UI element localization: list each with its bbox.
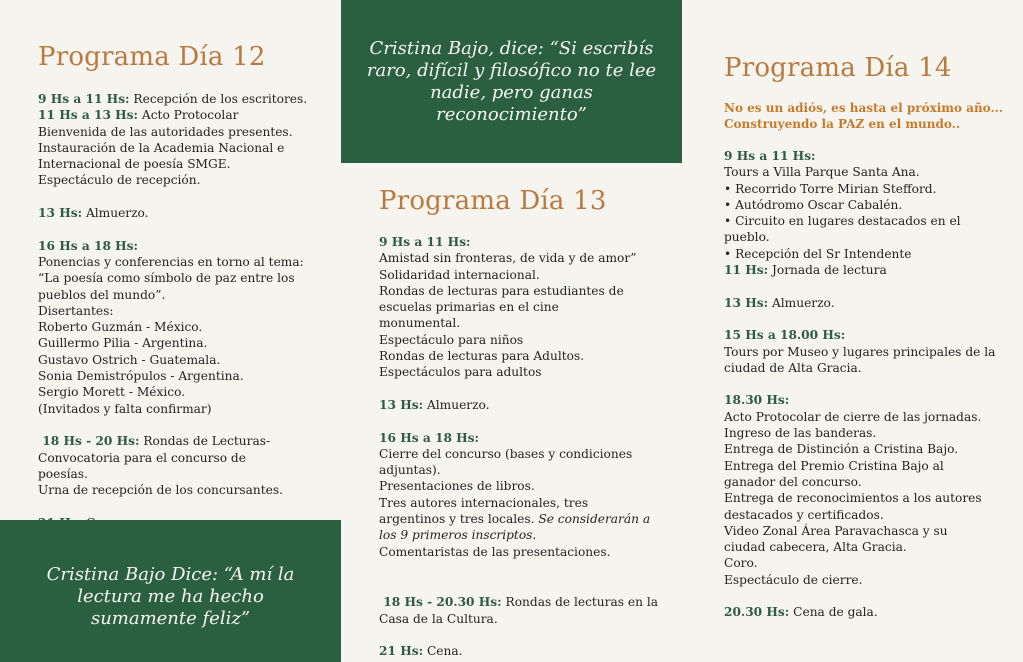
speaker: Roberto Guzmán - México. [38, 320, 203, 335]
schedule-text: destacados y certificados. [724, 507, 884, 522]
schedule-text: Casa de la Cultura. [379, 611, 498, 626]
quote-line: sumamente feliz” [90, 608, 251, 629]
schedule-text: Espectáculo de cierre. [724, 572, 863, 587]
schedule-text: Rondas de lecturas para estudiantes de [379, 283, 624, 298]
schedule-text: Almuerzo. [768, 295, 835, 310]
schedule-text: Rondas de lecturas para Adultos. [379, 349, 585, 364]
schedule-text: Tres autores internacionales, tres [379, 495, 589, 510]
quote-line: nadie, pero ganas [430, 82, 593, 103]
schedule-text: Cena de gala. [789, 605, 878, 620]
schedule-note: Se considerarán a [534, 512, 651, 527]
schedule-text: Entrega de Distinción a Cristina Bajo. [724, 442, 959, 457]
speaker: Sergio Morett - México. [38, 385, 186, 400]
day14-schedule [724, 148, 995, 621]
schedule-text: Acto Protocolar de cierre de las jornadas. [724, 409, 982, 424]
quote-box-top [341, 0, 682, 163]
schedule-text: • Recorrido Torre Mirian Stefford. [724, 181, 937, 196]
time-label: 9 Hs a 11 Hs: [724, 149, 816, 163]
schedule-text: Tours a Villa Parque Santa Ana. [724, 165, 920, 180]
schedule-text: pueblo. [724, 230, 770, 245]
time-label: 18 Hs - 20 Hs: [38, 434, 140, 449]
quote-line: reconocimiento” [436, 104, 587, 125]
quote-line: raro, difícil y filosófico no te lee [366, 60, 657, 81]
quote-line: Cristina Bajo Dice: “A mí la [46, 564, 295, 585]
schedule-text: Almuerzo. [423, 397, 490, 412]
time-label: 13 Hs: [38, 206, 83, 221]
time-label: 11 Hs a 13 Hs: [38, 108, 139, 123]
schedule-text: escuelas primarias en el cine [379, 300, 559, 315]
day14-motto [724, 100, 1003, 132]
schedule-text: monumental. [379, 316, 461, 331]
schedule-text: • Circuito en lugares destacados en el [724, 214, 961, 229]
quote-line: lectura me ha hecho [77, 586, 264, 607]
schedule-text: Convocatoria para el concurso de [38, 450, 246, 465]
schedule-text: Comentaristas de las presentaciones. [379, 544, 611, 559]
schedule-text: Coro. [724, 556, 758, 571]
time-label: 13 Hs: [379, 397, 424, 412]
schedule-text: Internacional de poesía SMGE. [38, 157, 231, 172]
schedule-text: Entrega de reconocimientos a los autores [724, 491, 982, 506]
schedule-text: Cena. [423, 644, 463, 659]
quote-line: Cristina Bajo, dice: “Si escribís [369, 38, 654, 59]
motto-line: Construyendo la PAZ en el mundo.. [724, 117, 961, 131]
time-label: 20.30 Hs: [724, 605, 790, 620]
schedule-text: Tours por Museo y lugares principales de la [724, 344, 996, 359]
schedule-text: Video Zonal Área Paravachasca y su [724, 523, 948, 538]
schedule-text: (Invitados y falta confirmar) [38, 401, 212, 416]
schedule-text: • Recepción del Sr Intendente [724, 246, 912, 261]
day14-title: Programa Día 14 [724, 53, 952, 83]
schedule-text: Almuerzo. [82, 206, 149, 221]
schedule-text: Bienvenida de las autoridades presentes. [38, 124, 293, 139]
schedule-text: Rondas de lecturas en la [501, 595, 658, 610]
schedule-text: ciudad cabecera, Alta Gracia. [724, 540, 907, 555]
quote-box-bottom [0, 520, 341, 662]
schedule-text: Ingreso de las banderas. [724, 426, 877, 441]
schedule-text: Rondas de Lecturas- [139, 434, 271, 449]
speaker: Guillermo Pilia - Argentina. [38, 336, 208, 351]
schedule-text: Instauración de la Academia Nacional e [38, 140, 285, 155]
schedule-text: adjuntas). [379, 463, 441, 478]
schedule-text: Recepción de los escritores. [129, 92, 308, 106]
schedule-text: Cierre del concurso (bases y condiciones [379, 446, 633, 461]
day12-schedule [38, 91, 307, 531]
speaker: Gustavo Ostrich - Guatemala. [38, 352, 221, 367]
time-label: 9 Hs a 11 Hs: [38, 92, 130, 106]
schedule-text: Ponencias y conferencias en torno al tema: [38, 254, 304, 269]
schedule-text: Entrega del Premio Cristina Bajo al [724, 458, 944, 473]
schedule-text: Disertantes: [38, 303, 114, 318]
schedule-text: Espectáculos para adultos [379, 365, 542, 380]
time-label: 11 Hs: [724, 263, 769, 278]
schedule-text: • Autódromo Oscar Cabalén. [724, 197, 903, 212]
schedule-text: ciudad de Alta Gracia. [724, 360, 862, 375]
panel-day-12 [0, 0, 341, 662]
time-label: 16 Hs a 18 Hs: [379, 430, 480, 445]
speaker: Sonia Demistrópulos - Argentina. [38, 369, 244, 384]
schedule-text: Amistad sin fronteras, de vida y de amor” [379, 251, 637, 266]
day12-title: Programa Día 12 [38, 42, 266, 72]
time-label: 15 Hs a 18.00 Hs: [724, 328, 846, 343]
time-label: 21 Hs: [379, 644, 424, 659]
panel-day-14 [682, 0, 1023, 662]
time-label: 18.30 Hs: [724, 393, 790, 408]
time-label: 18 Hs - 20.30 Hs: [379, 595, 502, 610]
schedule-note: los 9 primeros inscriptos. [379, 528, 537, 543]
time-label: 13 Hs: [724, 295, 769, 310]
schedule-text: Jornada de lectura [768, 263, 887, 278]
motto-line: No es un adiós, es hasta el próximo año... [724, 101, 1004, 115]
schedule-text: Urna de recepción de los concursantes. [38, 483, 284, 498]
schedule-text: Presentaciones de libros. [379, 479, 535, 494]
day13-title: Programa Día 13 [379, 186, 607, 216]
time-label: 9 Hs a 11 Hs: [379, 235, 471, 249]
schedule-text: ganador del concurso. [724, 474, 862, 489]
schedule-text: “La poesía como símbolo de paz entre los [38, 271, 295, 286]
schedule-text: Espectáculo de recepción. [38, 173, 201, 188]
schedule-text: argentinos y tres locales. [379, 512, 535, 527]
day13-schedule [379, 234, 658, 659]
schedule-text: Acto Protocolar [138, 108, 239, 123]
schedule-text: Espectáculo para niños [379, 332, 524, 347]
schedule-text: pueblos del mundo”. [38, 287, 166, 302]
schedule-text: poesías. [38, 466, 88, 481]
panel-day-13 [341, 0, 682, 662]
time-label: 16 Hs a 18 Hs: [38, 238, 139, 253]
schedule-text: Solidaridad internacional. [379, 267, 540, 282]
